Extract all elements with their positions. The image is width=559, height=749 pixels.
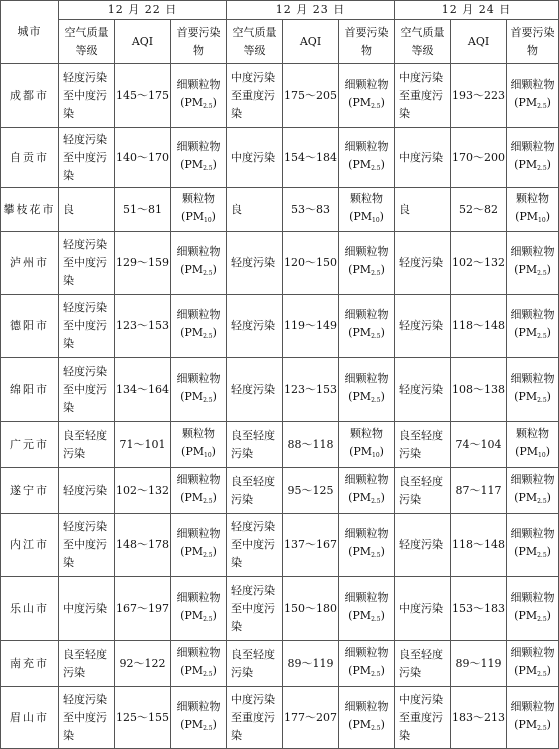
pollutant-code: $(PM_{2.5})$ [514,389,551,404]
aqi-range: 52～82 [451,188,507,232]
aqi-range: 92～122 [115,641,171,687]
pollutant-name: 细颗粒物 [510,472,555,486]
city-name: 绵阳市 [1,358,59,422]
aqi-column-header: AQI [283,20,339,64]
pollutant-code: $(PM_{2.5})$ [514,545,551,559]
aqi-range: 102～132 [451,232,507,295]
pollutant-code: $(PM_{2.5})$ [180,608,217,623]
pollutant-symbol: PM [352,663,372,677]
pollutant-subscript: 2.5 [537,497,547,505]
pollutant-symbol: PM [518,663,538,677]
aqi-range: 129～159 [115,232,171,295]
primary-pollutant [507,577,559,641]
primary-pollutant [171,358,227,422]
pollutant-code: $(PM_{2.5})$ [514,263,551,277]
aqi-range: 140～170 [115,128,171,188]
pollutant-code: $(PM_{2.5})$ [348,608,385,623]
pollutant-code: $(PM_{2.5})$ [514,490,551,505]
pollutant-name: 颗粒物 [350,426,384,440]
quality-grade: 良至轻度污染 [395,641,451,687]
primary-pollutant [171,128,227,188]
quality-grade: 轻度污染至中度污染 [59,358,115,422]
primary-pollutant [507,188,559,232]
pollutant-subscript: 2.5 [371,724,381,732]
quality-grade: 轻度污染 [227,295,283,358]
pollutant-code: $(PM_{2.5})$ [514,608,551,623]
pollutant-name: 细颗粒物 [510,699,555,713]
pollutant-name: 细颗粒物 [176,139,221,153]
pollutant-symbol: PM [353,209,373,223]
pollutant-symbol: PM [352,490,372,504]
pollutant-subscript: 2.5 [203,670,213,678]
pollutant-code: $(PM_{2.5})$ [348,663,385,678]
table-row [1,295,559,358]
pollutant-name: 细颗粒物 [344,590,389,604]
pollutant-symbol: PM [518,389,538,403]
pollutant-subscript: 10 [372,216,380,224]
grade-column-header: 空气质量等级 [395,20,451,64]
pollutant-code: $(PM_{2.5})$ [180,663,217,678]
quality-grade: 良至轻度污染 [395,468,451,514]
table-body [1,64,559,749]
pollutant-name: 细颗粒物 [344,139,389,153]
pollutant-symbol: PM [352,717,372,731]
pollutant-name: 细颗粒物 [344,308,389,321]
quality-grade: 轻度污染 [227,358,283,422]
table-row [1,188,559,232]
aqi-range: 167～197 [115,577,171,641]
pollutant-symbol: PM [184,389,204,403]
aqi-range: 170～200 [451,128,507,188]
quality-grade: 中度污染 [395,577,451,641]
table-row [1,128,559,188]
pollutant-subscript: 2.5 [537,270,547,277]
pollutant-code: $(PM_{2.5})$ [348,326,385,340]
pollutant-symbol: PM [184,95,204,109]
quality-grade: 轻度污染 [395,295,451,358]
pollutant-subscript: 2.5 [537,333,547,340]
aqi-range: 193～223 [451,64,507,128]
pollutant-subscript: 2.5 [537,724,547,732]
pollutant-code: $(PM_{10})$ [181,209,216,224]
table-row [1,514,559,577]
table-row [1,641,559,687]
primary-pollutant [171,188,227,232]
aqi-column-header: AQI [115,20,171,64]
pollutant-subscript: 2.5 [203,164,213,172]
quality-grade: 良 [395,188,451,232]
pollutant-symbol: PM [518,157,538,171]
quality-grade: 轻度污染 [395,514,451,577]
aqi-range: 120～150 [283,232,339,295]
primary-pollutant [339,64,395,128]
quality-grade: 良至轻度污染 [395,422,451,468]
aqi-range: 53～83 [283,188,339,232]
quality-grade: 轻度污染 [227,232,283,295]
aqi-range: 71～101 [115,422,171,468]
primary-pollutant [339,641,395,687]
quality-grade: 轻度污染 [395,358,451,422]
table-row [1,468,559,514]
pollutant-symbol: PM [352,545,372,558]
pollutant-code: $(PM_{10})$ [349,444,384,459]
aqi-range: 95～125 [283,468,339,514]
pollutant-name: 细颗粒物 [344,371,389,385]
grade-column-header: 空气质量等级 [59,20,115,64]
grade-column-header: 空气质量等级 [227,20,283,64]
pollutant-symbol: PM [518,608,538,622]
pollutant-name: 细颗粒物 [344,245,389,258]
pollutant-symbol: PM [185,444,205,458]
pollutant-code: $(PM_{2.5})$ [180,157,217,172]
pollutant-column-header: 首要污染物 [507,20,559,64]
date-header-row [1,1,559,20]
pollutant-symbol: PM [184,263,204,276]
quality-grade: 中度污染至重度污染 [395,64,451,128]
pollutant-subscript: 10 [204,216,212,224]
pollutant-symbol: PM [185,209,205,223]
pollutant-name: 颗粒物 [516,191,550,205]
table-row [1,687,559,749]
city-name: 成都市 [1,64,59,128]
aqi-range: 74～104 [451,422,507,468]
city-name: 自贡市 [1,128,59,188]
pollutant-subscript: 2.5 [537,396,547,404]
table-row [1,358,559,422]
pollutant-name: 细颗粒物 [510,371,555,385]
city-name: 眉山市 [1,687,59,749]
pollutant-name: 细颗粒物 [510,645,555,659]
quality-grade: 良 [227,188,283,232]
pollutant-name: 细颗粒物 [344,527,389,540]
pollutant-symbol: PM [184,717,204,731]
pollutant-subscript: 2.5 [537,164,547,172]
quality-grade: 轻度污染至中度污染 [59,128,115,188]
quality-grade: 良至轻度污染 [227,641,283,687]
primary-pollutant [339,577,395,641]
pollutant-symbol: PM [518,326,538,339]
pollutant-subscript: 2.5 [203,396,213,404]
pollutant-symbol: PM [519,209,539,223]
primary-pollutant [171,295,227,358]
pollutant-subscript: 2.5 [203,333,213,340]
pollutant-code: $(PM_{2.5})$ [348,389,385,404]
quality-grade: 轻度污染至中度污染 [59,687,115,749]
primary-pollutant [339,687,395,749]
quality-grade: 中度污染 [227,128,283,188]
pollutant-name: 细颗粒物 [176,527,221,540]
pollutant-column-header: 首要污染物 [171,20,227,64]
pollutant-subscript: 2.5 [371,102,381,110]
pollutant-name: 细颗粒物 [176,371,221,385]
primary-pollutant [339,422,395,468]
pollutant-code: $(PM_{2.5})$ [348,717,385,732]
aqi-range: 88～118 [283,422,339,468]
pollutant-name: 细颗粒物 [344,472,389,486]
pollutant-symbol: PM [184,663,204,677]
city-name: 德阳市 [1,295,59,358]
pollutant-subscript: 2.5 [537,670,547,678]
aqi-range: 89～119 [451,641,507,687]
pollutant-subscript: 2.5 [371,396,381,404]
pollutant-subscript: 2.5 [203,552,213,559]
pollutant-code: $(PM_{2.5})$ [180,389,217,404]
pollutant-symbol: PM [519,444,539,458]
quality-grade: 良 [59,188,115,232]
pollutant-symbol: PM [518,95,538,109]
quality-grade: 良至轻度污染 [227,468,283,514]
quality-grade: 轻度污染至中度污染 [59,295,115,358]
pollutant-symbol: PM [352,389,372,403]
quality-grade: 良至轻度污染 [59,641,115,687]
pollutant-subscript: 10 [538,451,546,459]
pollutant-code: $(PM_{2.5})$ [180,717,217,732]
pollutant-code: $(PM_{2.5})$ [348,263,385,277]
pollutant-name: 细颗粒物 [344,699,389,713]
pollutant-name: 细颗粒物 [176,77,221,91]
pollutant-symbol: PM [518,490,538,504]
pollutant-name: 细颗粒物 [510,527,555,540]
pollutant-subscript: 2.5 [371,270,381,277]
aqi-range: 51～81 [115,188,171,232]
pollutant-subscript: 2.5 [203,102,213,110]
aqi-range: 137～167 [283,514,339,577]
aqi-range: 89～119 [283,641,339,687]
pollutant-symbol: PM [184,157,204,171]
pollutant-subscript: 2.5 [371,164,381,172]
quality-grade: 轻度污染至中度污染 [227,577,283,641]
pollutant-symbol: PM [353,444,373,458]
primary-pollutant [507,468,559,514]
primary-pollutant [171,468,227,514]
city-name: 乐山市 [1,577,59,641]
pollutant-symbol: PM [352,95,372,109]
pollutant-symbol: PM [184,608,204,622]
pollutant-code: $(PM_{2.5})$ [514,663,551,678]
pollutant-code: $(PM_{10})$ [515,209,550,224]
aqi-range: 183～213 [451,687,507,749]
pollutant-name: 细颗粒物 [176,699,221,713]
pollutant-name: 细颗粒物 [176,308,221,321]
pollutant-code: $(PM_{2.5})$ [180,545,217,559]
city-name: 泸州市 [1,232,59,295]
primary-pollutant [507,295,559,358]
pollutant-code: $(PM_{2.5})$ [348,490,385,505]
pollutant-symbol: PM [352,608,372,622]
date-header-day3: 12 月 24 日 [395,1,559,20]
pollutant-symbol: PM [352,326,372,339]
city-name: 遂宁市 [1,468,59,514]
primary-pollutant [507,687,559,749]
pollutant-code: $(PM_{2.5})$ [348,157,385,172]
pollutant-code: $(PM_{2.5})$ [514,717,551,732]
pollutant-code: $(PM_{2.5})$ [514,95,551,110]
table-row [1,64,559,128]
pollutant-code: $(PM_{2.5})$ [348,545,385,559]
quality-grade: 轻度污染 [59,468,115,514]
pollutant-subscript: 10 [204,451,212,459]
pollutant-code: $(PM_{10})$ [515,444,550,459]
pollutant-name: 细颗粒物 [510,245,555,258]
pollutant-subscript: 10 [372,451,380,459]
quality-grade: 良至轻度污染 [227,422,283,468]
pollutant-subscript: 2.5 [203,270,213,277]
table-row [1,232,559,295]
pollutant-name: 细颗粒物 [176,472,221,486]
aqi-column-header: AQI [451,20,507,64]
aqi-range: 153～183 [451,577,507,641]
quality-grade: 中度污染 [59,577,115,641]
pollutant-subscript: 10 [538,216,546,224]
pollutant-subscript: 2.5 [371,497,381,505]
primary-pollutant [507,128,559,188]
aqi-range: 145～175 [115,64,171,128]
pollutant-symbol: PM [184,326,204,339]
primary-pollutant [339,232,395,295]
pollutant-subscript: 2.5 [203,615,213,623]
primary-pollutant [339,468,395,514]
aqi-range: 177～207 [283,687,339,749]
primary-pollutant [171,422,227,468]
quality-grade: 中度污染至重度污染 [395,687,451,749]
primary-pollutant [507,514,559,577]
city-column-header: 城市 [1,1,59,64]
table-row [1,577,559,641]
aqi-range: 108～138 [451,358,507,422]
table-row [1,422,559,468]
pollutant-symbol: PM [518,263,538,276]
primary-pollutant [339,295,395,358]
pollutant-subscript: 2.5 [537,615,547,623]
aqi-range: 134～164 [115,358,171,422]
aqi-range: 150～180 [283,577,339,641]
pollutant-subscript: 2.5 [203,497,213,505]
city-name: 广元市 [1,422,59,468]
aqi-range: 102～132 [115,468,171,514]
pollutant-subscript: 2.5 [203,724,213,732]
city-name: 南充市 [1,641,59,687]
aqi-range: 87～117 [451,468,507,514]
aqi-range: 125～155 [115,687,171,749]
pollutant-name: 细颗粒物 [510,139,555,153]
pollutant-name: 细颗粒物 [510,308,555,321]
city-name: 内江市 [1,514,59,577]
pollutant-code: $(PM_{10})$ [349,209,384,224]
pollutant-subscript: 2.5 [537,102,547,110]
primary-pollutant [507,641,559,687]
pollutant-name: 细颗粒物 [510,590,555,604]
aqi-range: 119～149 [283,295,339,358]
pollutant-column-header: 首要污染物 [339,20,395,64]
quality-grade: 良至轻度污染 [59,422,115,468]
pollutant-code: $(PM_{2.5})$ [514,326,551,340]
pollutant-symbol: PM [184,490,204,504]
primary-pollutant [171,687,227,749]
pollutant-subscript: 2.5 [371,615,381,623]
column-subheader-row [1,20,559,64]
pollutant-name: 细颗粒物 [176,590,221,604]
pollutant-symbol: PM [518,717,538,731]
aqi-range: 118～148 [451,295,507,358]
pollutant-name: 颗粒物 [182,191,215,205]
date-header-day2: 12 月 23 日 [227,1,395,20]
pollutant-subscript: 2.5 [537,552,547,559]
pollutant-name: 细颗粒物 [344,77,389,91]
primary-pollutant [507,232,559,295]
pollutant-subscript: 2.5 [371,333,381,340]
primary-pollutant [171,641,227,687]
primary-pollutant [507,64,559,128]
pollutant-symbol: PM [184,545,204,558]
quality-grade: 轻度污染至中度污染 [59,514,115,577]
pollutant-code: $(PM_{2.5})$ [514,157,551,172]
aqi-range: 118～148 [451,514,507,577]
pollutant-symbol: PM [352,263,372,276]
pollutant-name: 细颗粒物 [510,77,555,91]
aqi-range: 123～153 [283,358,339,422]
primary-pollutant [171,64,227,128]
primary-pollutant [507,422,559,468]
primary-pollutant [171,232,227,295]
pollutant-name: 细颗粒物 [176,645,221,659]
primary-pollutant [339,128,395,188]
quality-grade: 轻度污染至中度污染 [59,232,115,295]
pollutant-symbol: PM [518,545,538,558]
pollutant-code: $(PM_{2.5})$ [180,326,217,340]
pollutant-name: 细颗粒物 [344,645,389,659]
quality-grade: 中度污染 [395,128,451,188]
primary-pollutant [339,358,395,422]
quality-grade: 轻度污染至中度污染 [59,64,115,128]
aqi-range: 154～184 [283,128,339,188]
pollutant-code: $(PM_{2.5})$ [180,263,217,277]
city-name: 攀枝花市 [1,188,59,232]
date-header-day1: 12 月 22 日 [59,1,227,20]
primary-pollutant [171,514,227,577]
quality-grade: 中度污染至重度污染 [227,687,283,749]
aqi-range: 148～178 [115,514,171,577]
pollutant-name: 颗粒物 [350,191,384,205]
quality-grade: 轻度污染 [395,232,451,295]
primary-pollutant [507,358,559,422]
pollutant-name: 颗粒物 [182,426,215,440]
pollutant-subscript: 2.5 [371,552,381,559]
pollutant-code: $(PM_{2.5})$ [180,95,217,110]
pollutant-symbol: PM [352,157,372,171]
pollutant-name: 颗粒物 [516,426,550,440]
primary-pollutant [339,514,395,577]
pollutant-code: $(PM_{10})$ [181,444,216,459]
aqi-range: 175～205 [283,64,339,128]
quality-grade: 中度污染至重度污染 [227,64,283,128]
quality-grade: 轻度污染至中度污染 [227,514,283,577]
pollutant-code: $(PM_{2.5})$ [180,490,217,505]
pollutant-code: $(PM_{2.5})$ [348,95,385,110]
pollutant-subscript: 2.5 [371,670,381,678]
aqi-range: 123～153 [115,295,171,358]
pollutant-name: 细颗粒物 [176,245,221,258]
primary-pollutant [171,577,227,641]
primary-pollutant [339,188,395,232]
